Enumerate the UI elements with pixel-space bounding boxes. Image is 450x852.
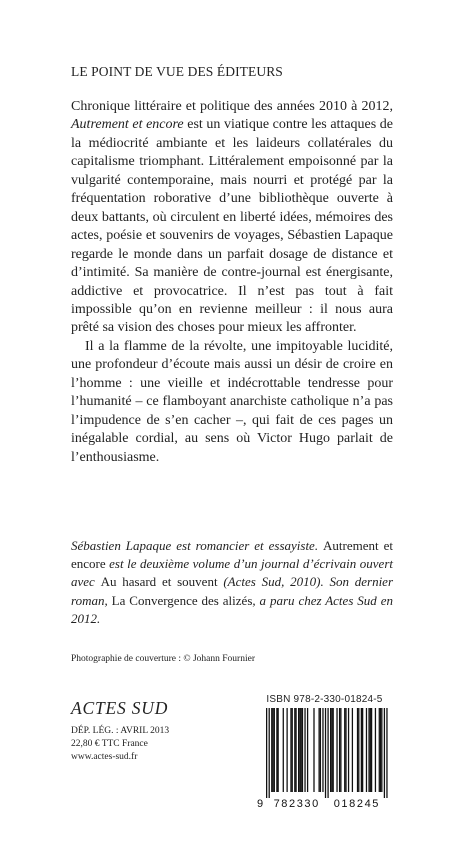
barcode-bar bbox=[274, 708, 275, 792]
barcode-bar bbox=[348, 708, 349, 792]
author-bio-title1: Autrement et encore bbox=[71, 538, 393, 572]
barcode-bar bbox=[333, 708, 334, 792]
barcode-bar bbox=[379, 708, 380, 792]
barcode-digits: 782330 bbox=[273, 798, 320, 808]
barcode-bar bbox=[345, 708, 346, 792]
barcode-bar bbox=[298, 708, 299, 792]
barcode-bar bbox=[299, 708, 300, 792]
barcode-bar bbox=[322, 708, 323, 792]
barcode-bar bbox=[271, 708, 272, 792]
barcode-bar bbox=[295, 708, 296, 792]
barcode-bar bbox=[283, 708, 284, 792]
barcode-bar bbox=[290, 708, 291, 792]
author-bio-part4: , a paru chez Actes Sud en 2012. bbox=[71, 592, 393, 626]
book-title: Autrement et encore bbox=[71, 117, 184, 133]
barcode-bar bbox=[286, 708, 287, 792]
barcode-bar bbox=[304, 708, 305, 792]
barcode-bar bbox=[357, 708, 358, 792]
legal-deposit: DÉP. LÉG. : AVRIL 2013 bbox=[71, 726, 170, 736]
barcode-bar bbox=[272, 708, 273, 792]
barcode-bar bbox=[380, 708, 381, 792]
barcode-bar bbox=[318, 708, 319, 792]
blurb-body bbox=[71, 98, 393, 467]
isbn-label: ISBN 978-2-330-01824-5 bbox=[266, 694, 383, 705]
barcode-bar bbox=[278, 708, 279, 792]
barcode-bar bbox=[331, 708, 332, 792]
barcode-bar bbox=[384, 708, 385, 798]
barcode-bar bbox=[368, 708, 369, 792]
author-bio-title3: La Convergence des alizés bbox=[111, 592, 253, 608]
author-bio-title2: Au hasard et souvent bbox=[100, 574, 218, 590]
barcode-bar bbox=[313, 708, 314, 792]
blurb-p1-rest: est un viatique contre les attaques de la médiocrité ambiante et les laideurs collatérales du capitalisme triomphant. Littéralement empoisonné par la vulgarité contemporaine, mais nourri et protégé par la fréquentation roborative d’une bibliothèque ouverte à deux battants, où circulent en liberté idées, mémoires des actes, poésie et souvenirs de voyages, Sébastien Lapaque regarde le monde dans un parfait dosage de distance et d’intimité. Sa manière de contre-journal est énergisante, addictive et provocatrice. Il n’est pas tout à fait impossible qu’on en revienne meilleur : il nous aura prêté sa vision des choses pour mieux les affronter. bbox=[71, 117, 393, 336]
barcode-bar bbox=[366, 708, 367, 792]
barcode-bar bbox=[361, 708, 362, 792]
barcode-bar bbox=[340, 708, 341, 792]
barcode-bar bbox=[320, 708, 321, 792]
barcode-bar bbox=[266, 708, 267, 798]
barcode-bar bbox=[375, 708, 376, 792]
author-bio bbox=[71, 537, 393, 628]
publication-info bbox=[71, 725, 169, 765]
barcode-bar bbox=[344, 708, 345, 792]
barcode-bar bbox=[276, 708, 277, 792]
website: www.actes-sud.fr bbox=[71, 752, 138, 763]
barcode-bar bbox=[325, 708, 326, 798]
barcode-bar bbox=[352, 708, 353, 792]
barcode-digits: 018245 bbox=[333, 798, 381, 808]
isbn-barcode-block bbox=[255, 694, 394, 808]
barcode-bar bbox=[302, 708, 303, 792]
barcode-bar bbox=[336, 708, 337, 792]
blurb-p1-intro: Chronique littéraire et politique des années 2010 à 2012, bbox=[71, 99, 393, 114]
barcode-bar bbox=[381, 708, 382, 792]
author-bio-part2: est le deuxième volume d’un journal d’écrivain ouvert avec bbox=[71, 556, 393, 590]
barcode-bar bbox=[330, 708, 331, 792]
barcode-bar bbox=[371, 708, 372, 792]
barcode-bar bbox=[269, 708, 270, 798]
barcode-bar bbox=[370, 708, 371, 792]
barcode-bar bbox=[292, 708, 293, 792]
blurb-paragraph-2: Il a la flamme de la révolte, une impitoyable lucidité, une profondeur d’écoute mais aussi un désir de croire en l’homme : une vieille et indécrottable tendresse pour l’humanité – ce flamboyant anarchiste catholique n’a pas l’impudence de s’en cacher –, qui fait de ces pages un inégalable cordial, au sens où Victor Hugo parlait de l’enthousiasme. bbox=[71, 338, 393, 465]
barcode-bar bbox=[294, 708, 295, 792]
price: 22,80 € TTC France bbox=[71, 739, 148, 750]
barcode-bar bbox=[362, 708, 363, 792]
photo-credit: Photographie de couverture : © Johann Fournier bbox=[71, 654, 255, 664]
barcode-bar bbox=[386, 708, 387, 798]
barcode-bar bbox=[339, 708, 340, 792]
barcode-bar bbox=[358, 708, 359, 792]
barcode-bar bbox=[301, 708, 302, 792]
author-bio-part3: (Actes Sud, 2010). Son dernier roman, bbox=[71, 574, 394, 608]
publisher-logo: ACTES SUD bbox=[71, 698, 169, 718]
barcode-bar bbox=[307, 708, 308, 792]
blurb-paragraph-1 bbox=[71, 98, 393, 338]
barcode-icon bbox=[255, 708, 394, 808]
barcode-bar bbox=[327, 708, 328, 798]
barcode-digits: 9 bbox=[257, 798, 265, 808]
author-bio-part1: Sébastien Lapaque est romancier et essayiste. bbox=[71, 538, 324, 553]
section-heading: LE POINT DE VUE DES ÉDITEURS bbox=[71, 64, 283, 79]
